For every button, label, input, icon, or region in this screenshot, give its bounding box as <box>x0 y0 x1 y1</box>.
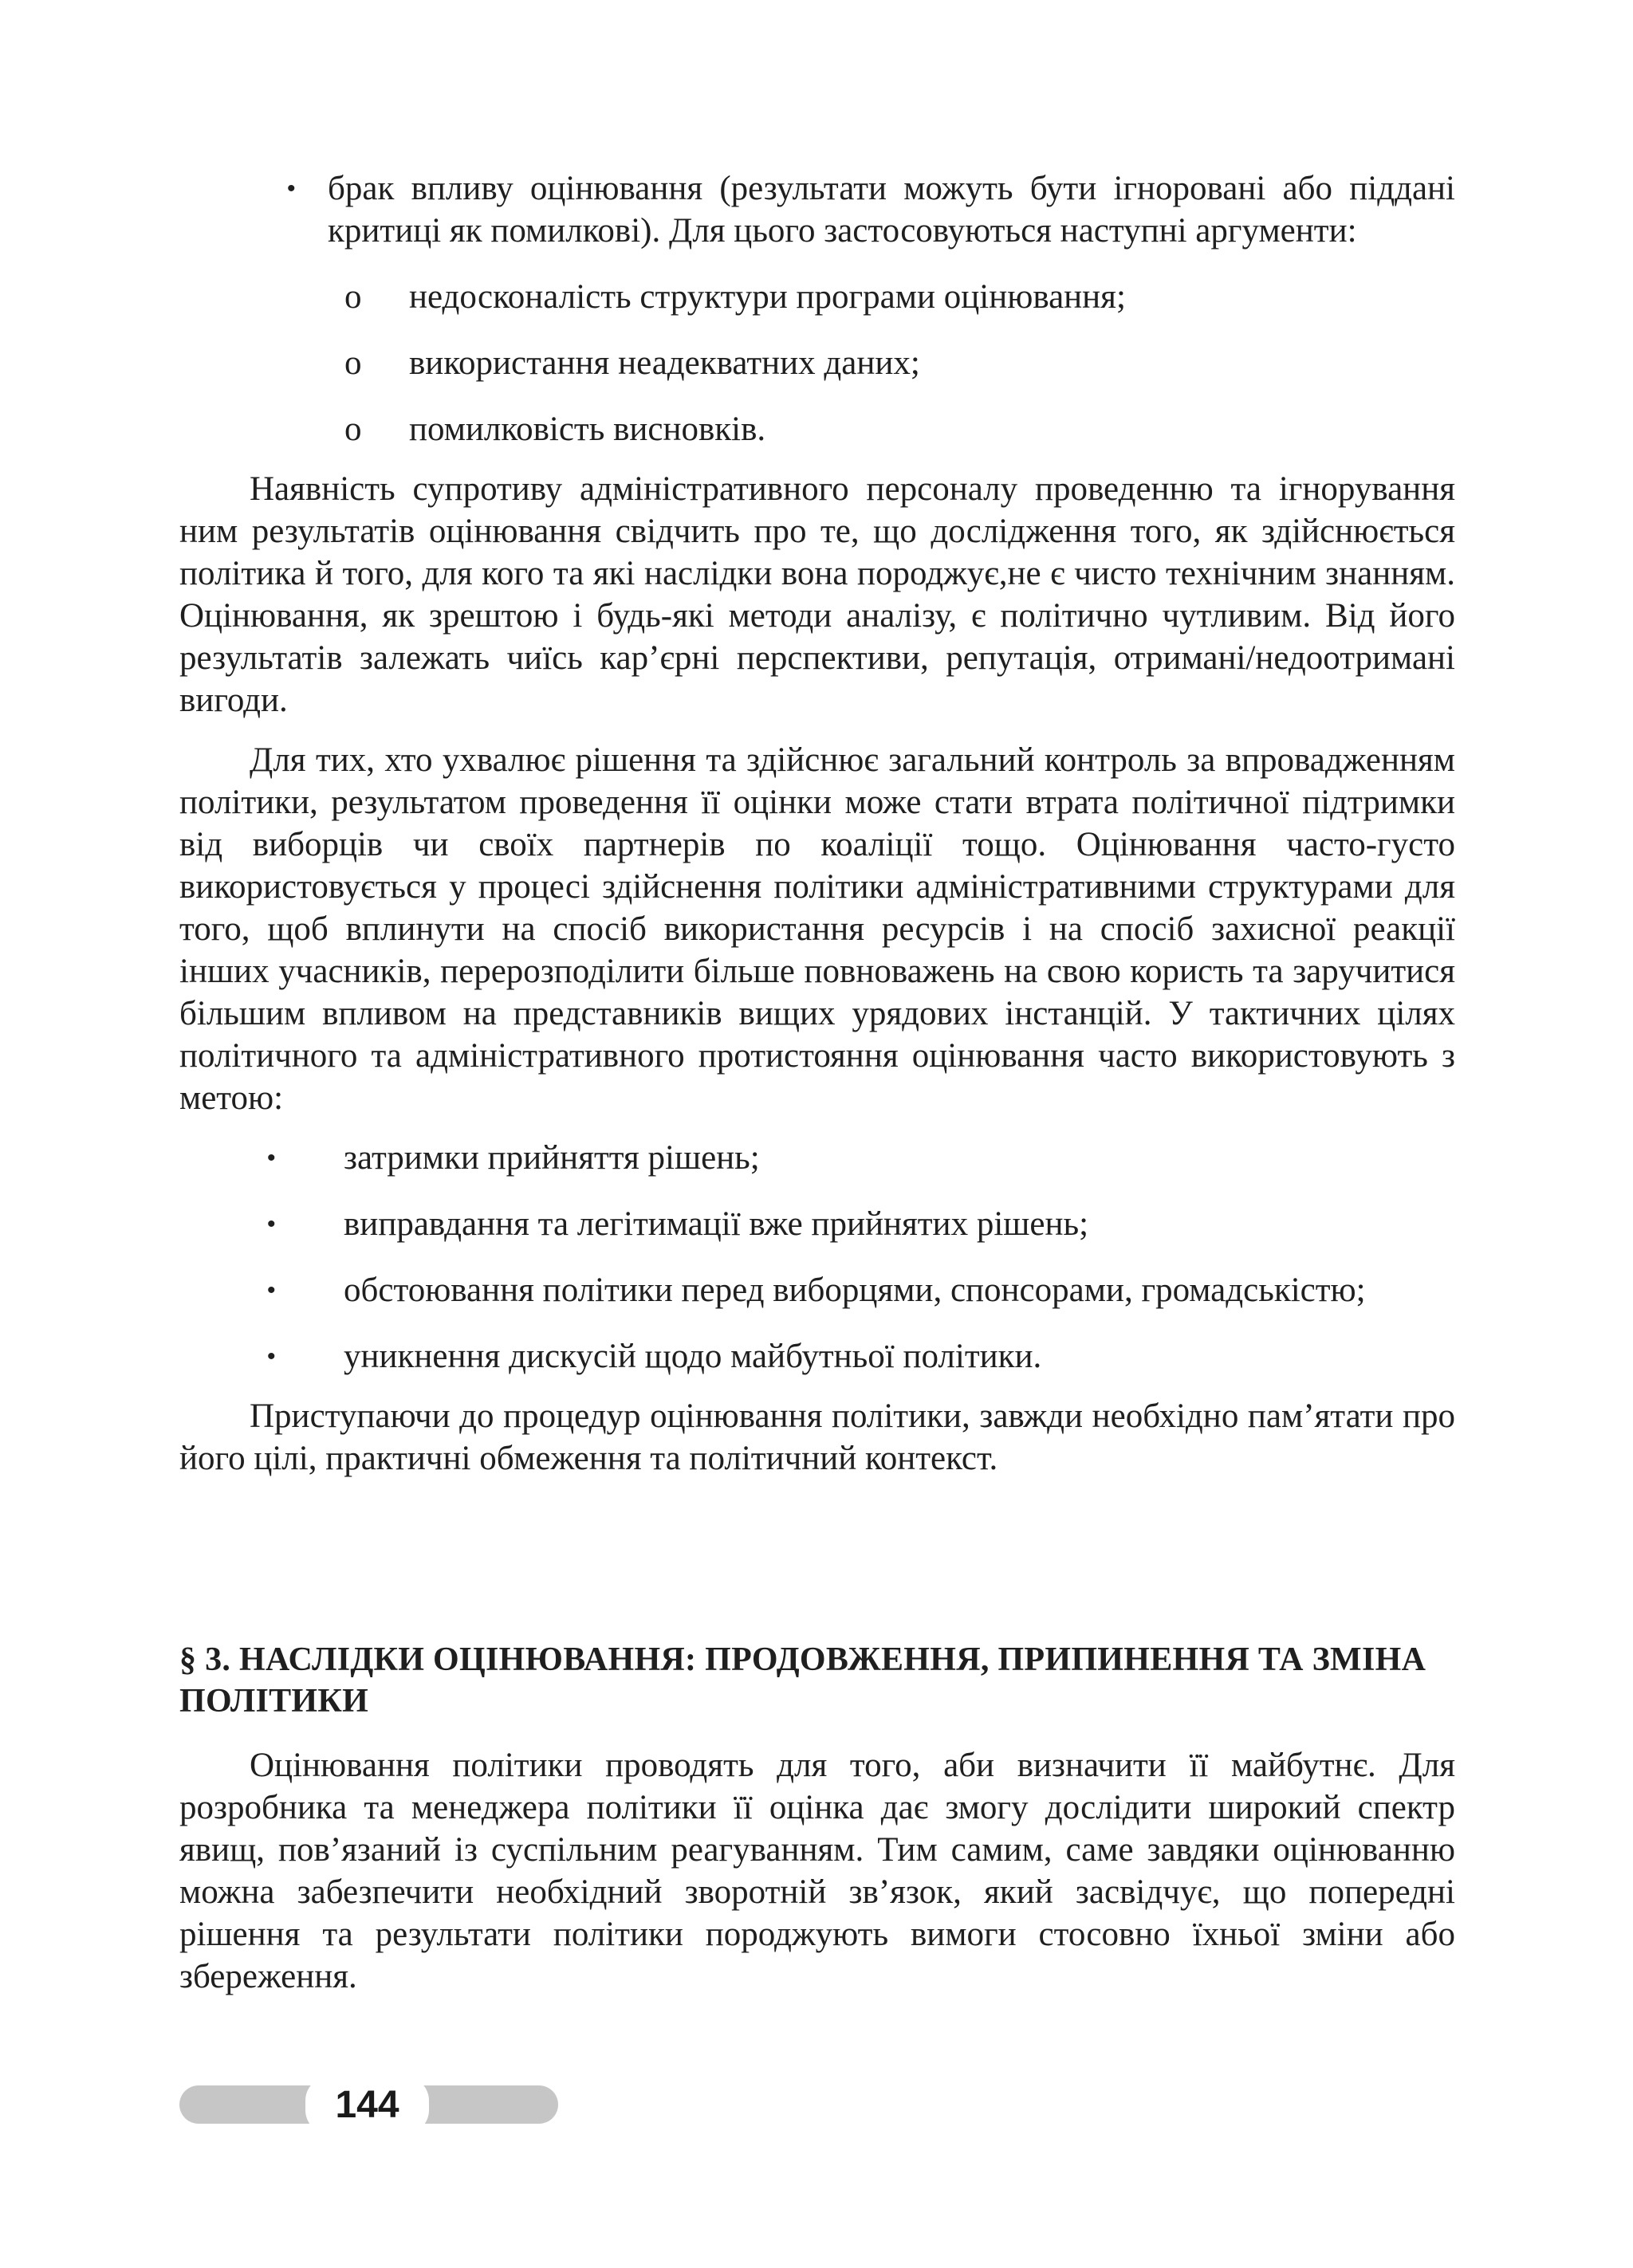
sub-bullet-item <box>179 276 1455 318</box>
bullet-marker: • <box>267 1277 276 1303</box>
bullet-text: уникнення дискусій щодо майбутньої політики. <box>344 1338 1042 1375</box>
section-heading: § 3. НАСЛІДКИ ОЦІНЮВАННЯ: ПРОДОВЖЕННЯ, ПРИПИНЕННЯ ТА ЗМІНА ПОЛІТИКИ <box>179 1641 1426 1720</box>
sub-bullet-text: помилковість висновків. <box>409 411 766 448</box>
sub-bullet-marker: o <box>344 344 362 382</box>
sub-bullet-marker: o <box>344 278 362 316</box>
bullet-text: брак впливу оцінювання (результати можуть бути ігноровані або піддані критиці як помилкові). Для цього застосовуються наступні аргументи: <box>328 170 1455 250</box>
bullet-text: виправдання та легітимації вже прийнятих рішень; <box>344 1205 1089 1243</box>
bullet-text: обстоювання політики перед виборцями, спонсорами, громадськістю; <box>344 1272 1366 1309</box>
paragraph: Наявність супротиву адміністративного персоналу проведенню та ігнорування ним результатів оцінювання свідчить про те, що дослідження того, як здійснюється політика й того, для кого та які наслідки вона породжує,не є чисто технічним знанням. Оцінювання, як зрештою і будь-які методи аналізу, є політично чутливим. Від його результатів залежать чиїсь кар’єрні перспективи, репутація, отримані/недоотримані вигоди. <box>179 470 1455 719</box>
bullet-item <box>179 1335 1455 1378</box>
paragraph: Приступаючи до процедур оцінювання політики, завжди необхідно пам’ятати про його цілі, практичні обмеження та політичний контекст. <box>179 1397 1455 1477</box>
bullet-marker: • <box>267 1211 276 1237</box>
bullet-item <box>179 167 1455 252</box>
sub-bullet-item <box>179 342 1455 384</box>
bullet-text: затримки прийняття рішень; <box>344 1139 760 1177</box>
page-number: 144 <box>305 2077 429 2134</box>
sub-bullet-text: недосконаліcть структури програми оцінювання; <box>409 278 1126 316</box>
page-content <box>179 167 1455 1998</box>
bullet-item <box>179 1269 1455 1311</box>
sub-bullet-item <box>179 408 1455 450</box>
bullet-marker: • <box>267 1343 276 1370</box>
paragraph: Оцінювання політики проводять для того, аби визначити її майбутнє. Для розробника та менеджера політики її оцінка дає змогу дослідити широкий спектр явищ, пов’язаний із суспільним реагуванням. Тим самим, саме завдяки оцінюванню можна забезпечити необхідний зворотній зв’язок, який засвідчує, що попередні рішення та результати політики породжують вимоги стосовно їхньої зміни або збереження. <box>179 1747 1455 1995</box>
bullet-item <box>179 1203 1455 1245</box>
paragraph: Для тих, хто ухвалює рішення та здійснює загальний контроль за впровадженням політики, результатом проведення її оцінки може стати втрата політичної підтримки від виборців чи своїх партнерів по коаліції тощо. Оцінювання часто-густо використовується у процесі здійснення політики адміністративними структурами для того, щоб вплинути на спосіб використання ресурсів і на спосіб захисної реакції інших учасників, перерозподілити більше повноважень на свою користь та заручитися більшим впливом на представників вищих урядових інстанцій. У тактичних цілях політичного та адміністративного протистояння оцінювання часто використовують з метою: <box>179 741 1455 1117</box>
bullet-item <box>179 1137 1455 1179</box>
sub-bullet-text: використання неадекватних даних; <box>409 344 920 382</box>
sub-bullet-marker: o <box>344 411 362 448</box>
bullet-marker: • <box>287 175 296 202</box>
bullet-marker: • <box>267 1145 276 1171</box>
